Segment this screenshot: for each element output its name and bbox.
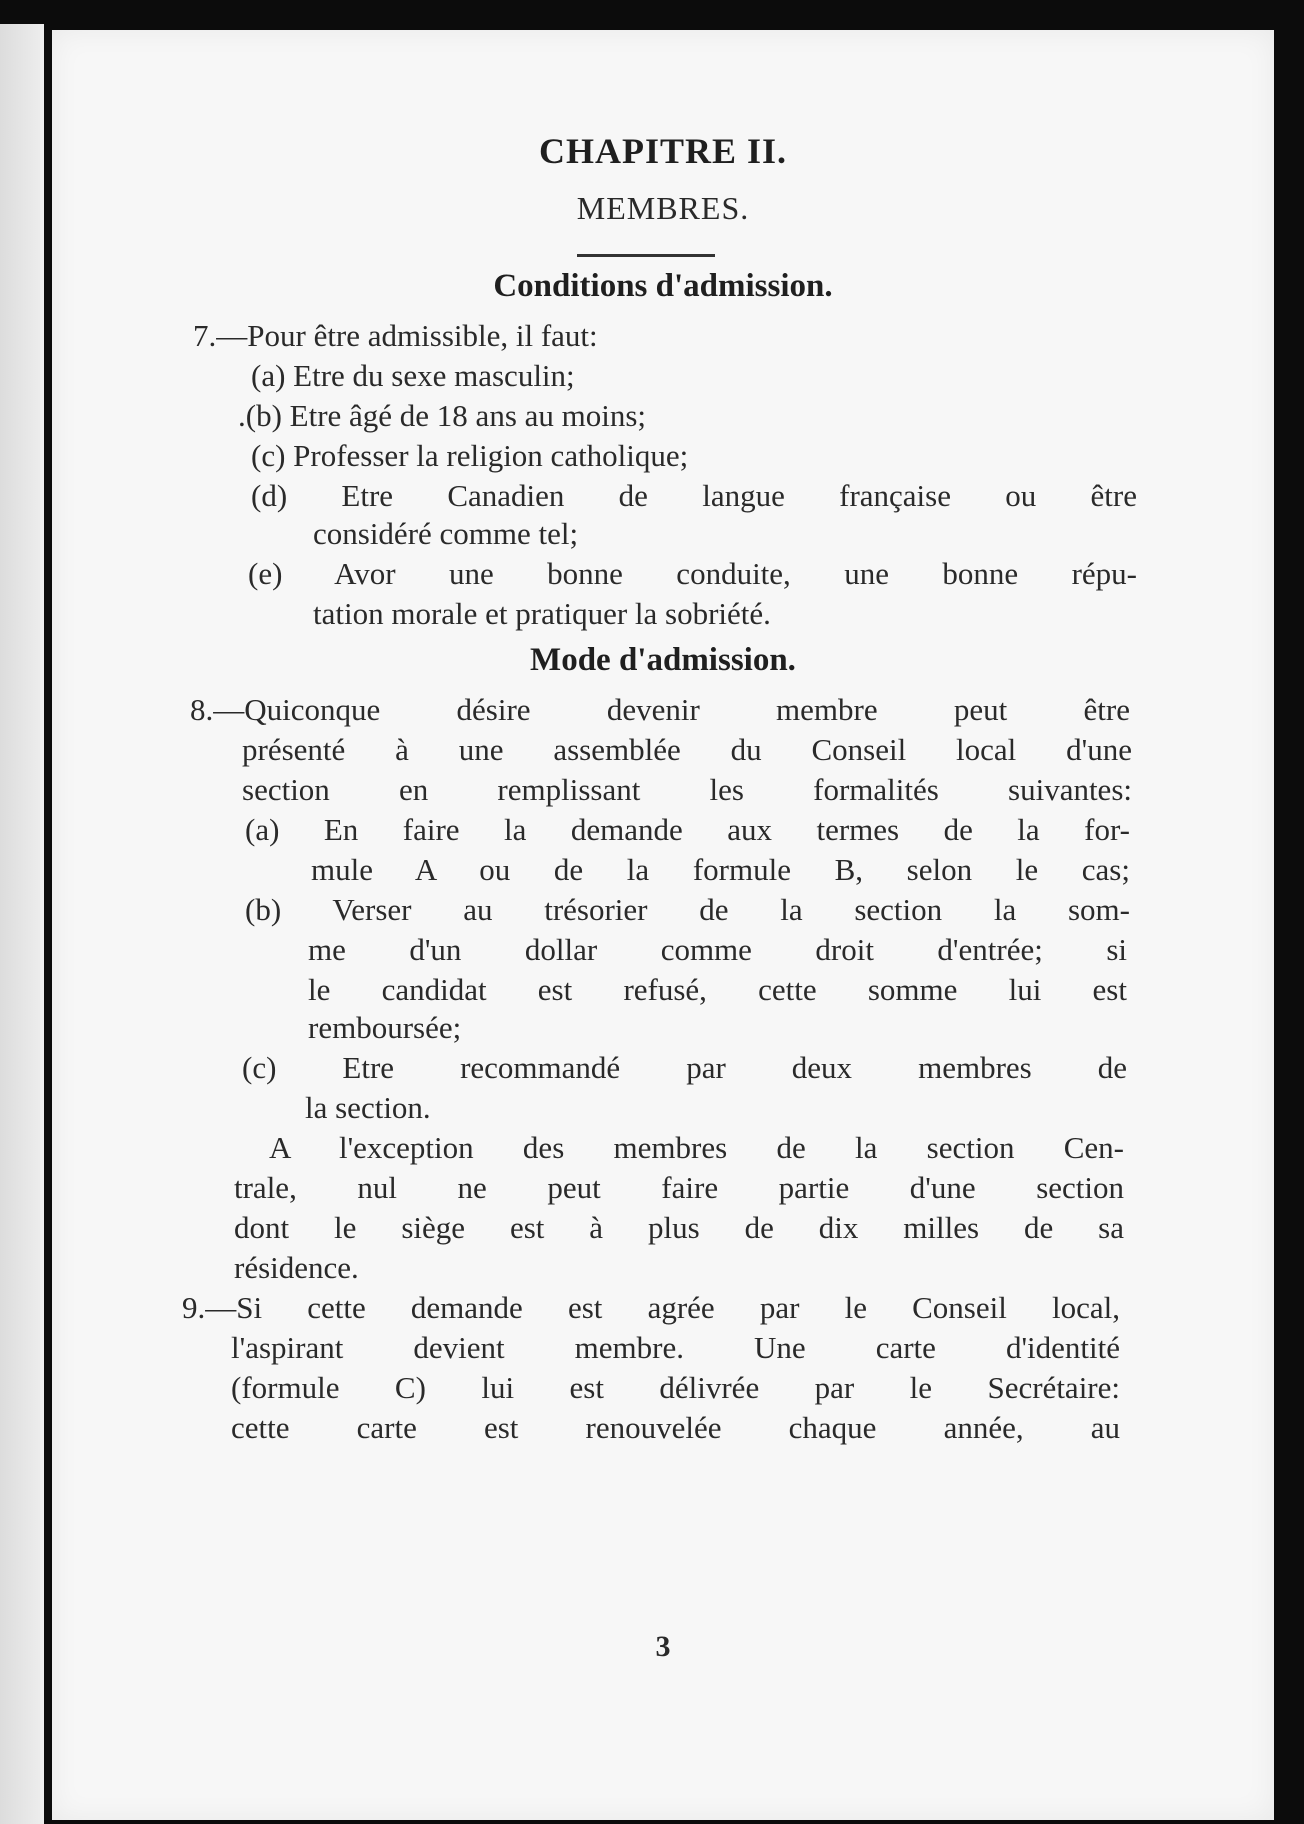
conditions-heading: Conditions d'admission. [493, 268, 833, 304]
page-number: 3 [655, 1630, 671, 1663]
condition-d-continued: considéré comme tel; [313, 516, 579, 551]
formality-b-line-4: remboursée; [308, 1010, 462, 1045]
chapter-subtitle: MEMBRES. [576, 190, 750, 226]
formality-a-continued: mule A ou de la formule B, selon le cas; [311, 852, 1130, 887]
exception-line-1: A l'exception des membres de la section Cen- [269, 1130, 1124, 1165]
article-9-line-4: cette carte est renouvelée chaque année, au [231, 1410, 1120, 1445]
document-page [52, 30, 1274, 1820]
title-divider [577, 254, 715, 257]
exception-line-3: dont le siège est à plus de dix milles de sa [234, 1210, 1124, 1245]
formality-c-continued: la section. [305, 1090, 431, 1125]
article-8-line-2: présenté à une assemblée du Conseil local d'une [242, 732, 1132, 767]
article-8-line-1: 8.—Quiconque désire devenir membre peut être [190, 692, 1130, 727]
article-7-intro: 7.—Pour être admissible, il faut: [193, 318, 598, 353]
condition-e: (e) Avor une bonne conduite, une bonne répu- [248, 556, 1137, 591]
formality-b: (b) Verser au trésorier de la section la som- [245, 892, 1130, 927]
condition-a: (a) Etre du sexe masculin; [251, 358, 575, 393]
condition-c: (c) Professer la religion catholique; [251, 438, 689, 473]
condition-d: (d) Etre Canadien de langue française ou être [251, 478, 1137, 513]
article-9-line-3: (formule C) lui est délivrée par le Secrétaire: [231, 1370, 1120, 1405]
article-8-line-3: section en remplissant les formalités suivantes: [242, 772, 1132, 807]
formality-c: (c) Etre recommandé par deux membres de [242, 1050, 1127, 1085]
condition-b: .(b) Etre âgé de 18 ans au moins; [238, 398, 647, 433]
formality-b-line-2: me d'un dollar comme droit d'entrée; si [308, 932, 1127, 967]
exception-line-4: résidence. [234, 1250, 359, 1285]
formality-b-line-3: le candidat est refusé, cette somme lui est [308, 972, 1127, 1007]
adjacent-page-edge [0, 24, 44, 1824]
article-9-line-1: 9.—Si cette demande est agrée par le Conseil local, [182, 1290, 1120, 1325]
formality-a: (a) En faire la demande aux termes de la for- [245, 812, 1130, 847]
chapter-title: CHAPITRE II. [538, 131, 788, 171]
condition-e-continued: tation morale et pratiquer la sobriété. [313, 596, 771, 631]
article-9-line-2: l'aspirant devient membre. Une carte d'identité [231, 1330, 1120, 1365]
exception-line-2: trale, nul ne peut faire partie d'une section [234, 1170, 1124, 1205]
mode-heading: Mode d'admission. [530, 642, 796, 678]
